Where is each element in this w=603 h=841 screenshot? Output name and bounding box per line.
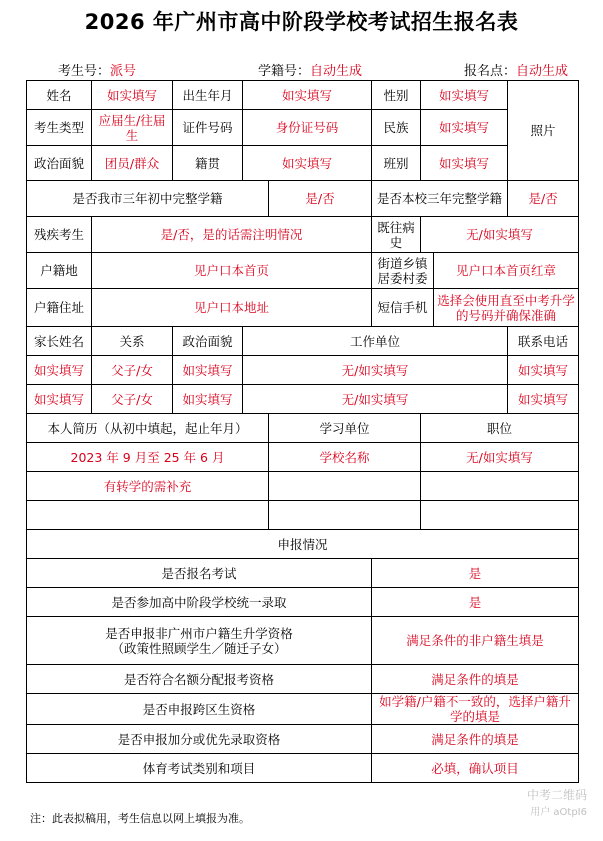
registration-form-table: [26, 80, 579, 783]
native-value: 如实填写: [243, 146, 372, 181]
ethnic-label: 民族: [372, 110, 421, 146]
footnote: 注：此表拟稿用，考生信息以网上填报为准。: [30, 812, 250, 825]
resume-empty-cell: [421, 501, 579, 530]
family-cell: 无/如实填写: [243, 356, 508, 385]
photo-box: 照片: [508, 81, 579, 181]
family-header-relation: 关系: [92, 327, 173, 356]
exam-number-label: 考生号：: [58, 64, 111, 79]
family-header-political: 政治面貌: [173, 327, 243, 356]
address-value: 见户口本地址: [92, 289, 372, 327]
name-value: 如实填写: [92, 81, 173, 110]
resume-note: 有转学的需补充: [27, 472, 269, 501]
apply-question: 体育考试类别和项目: [27, 754, 372, 783]
apply-answer: 满足条件的非户籍生填是: [372, 617, 579, 665]
resume-header-position: 职位: [421, 414, 579, 443]
resume-empty-cell: [27, 501, 269, 530]
apply-answer: 是: [372, 588, 579, 617]
registration-site: [464, 60, 568, 79]
student-number-value: 自动生成: [310, 64, 363, 79]
political-value: 团员/群众: [92, 146, 173, 181]
committee-label: 街道乡镇居委村委: [372, 253, 434, 289]
school-3yr-label: 是否本校三年完整学籍: [372, 181, 508, 217]
sms-label: 短信手机: [372, 289, 434, 327]
family-cell: 如实填写: [27, 356, 92, 385]
watermark-title: 中考二维码: [526, 788, 587, 802]
apply-answer: 满足条件的填是: [372, 725, 579, 754]
disabled-value: 是/否，是的话需注明情况: [92, 217, 372, 253]
resume-period: 2023 年 9 月至 25 年 6 月: [27, 443, 269, 472]
id-value: 身份证号码: [243, 110, 372, 146]
registration-site-label: 报名点：: [464, 64, 517, 79]
student-number-label: 学籍号：: [258, 64, 311, 79]
registration-site-value: 自动生成: [516, 64, 569, 79]
family-cell: 如实填写: [27, 385, 92, 414]
resume-empty-cell: [269, 501, 421, 530]
native-label: 籍贯: [173, 146, 243, 181]
apply-question: 是否申报加分或优先录取资格: [27, 725, 372, 754]
family-header-name: 家长姓名: [27, 327, 92, 356]
exam-number: [58, 60, 136, 79]
resume-position: 无/如实填写: [421, 443, 579, 472]
committee-value: 见户口本首页红章: [434, 253, 579, 289]
resume-empty-cell: [269, 472, 421, 501]
student-number: [258, 60, 362, 79]
class-value: 如实填写: [421, 146, 508, 181]
type-label: 考生类型: [27, 110, 92, 146]
exam-number-value: 派号: [110, 64, 137, 79]
id-label: 证件号码: [173, 110, 243, 146]
hukou-value: 见户口本首页: [92, 253, 372, 289]
apply-question: 是否申报跨区生资格: [27, 694, 372, 725]
apply-answer: 满足条件的填是: [372, 665, 579, 694]
history-value: 无/如实填写: [421, 217, 579, 253]
apply-answer: 如学籍/户籍不一致的，选择户籍升学的填是: [372, 694, 579, 725]
type-value: 应届生/往届生: [92, 110, 173, 146]
apply-answer: 是: [372, 559, 579, 588]
family-cell: 如实填写: [508, 385, 579, 414]
class-label: 班别: [372, 146, 421, 181]
family-header-employer: 工作单位: [243, 327, 508, 356]
watermark: [527, 786, 587, 822]
apply-question: 是否报名考试: [27, 559, 372, 588]
apply-question: 是否参加高中阶段学校统一录取: [27, 588, 372, 617]
watermark-user: 用户 aOtpI6: [530, 807, 587, 818]
family-cell: 如实填写: [173, 356, 243, 385]
city-3yr-value: 是/否: [269, 181, 372, 217]
family-cell: 父子/女: [92, 356, 173, 385]
address-label: 户籍住址: [27, 289, 92, 327]
gender-label: 性别: [372, 81, 421, 110]
political-label: 政治面貌: [27, 146, 92, 181]
form-title: 2026 年广州市高中阶段学校考试招生报名表: [84, 10, 519, 34]
apply-question: 是否申报非广州市户籍生升学资格: [105, 625, 293, 641]
school-3yr-value: 是/否: [508, 181, 579, 217]
resume-header-unit: 学习单位: [269, 414, 421, 443]
family-cell: 无/如实填写: [243, 385, 508, 414]
dob-label: 出生年月: [173, 81, 243, 110]
apply-question: 是否符合名额分配报考资格: [27, 665, 372, 694]
resume-unit: 学校名称: [269, 443, 421, 472]
family-cell: 如实填写: [508, 356, 579, 385]
hukou-label: 户籍地: [27, 253, 92, 289]
history-label: 既往病史: [372, 217, 421, 253]
name-label: 姓名: [27, 81, 92, 110]
apply-question-note: （政策性照顾学生／随迁子女）: [111, 640, 287, 656]
dob-value: 如实填写: [243, 81, 372, 110]
family-header-phone: 联系电话: [508, 327, 579, 356]
resume-empty-cell: [421, 472, 579, 501]
gender-value: 如实填写: [421, 81, 508, 110]
apply-heading: 申报情况: [27, 530, 579, 559]
ethnic-value: 如实填写: [421, 110, 508, 146]
apply-answer: 必填，确认项目: [372, 754, 579, 783]
apply-question-nonlocal: [27, 617, 372, 665]
disabled-label: 残疾考生: [27, 217, 92, 253]
family-cell: 如实填写: [173, 385, 243, 414]
city-3yr-label: 是否我市三年初中完整学籍: [27, 181, 269, 217]
resume-header-period: 本人简历（从初中填起，起止年月）: [27, 414, 269, 443]
sms-value: 选择会使用直至中考升学的号码并确保准确: [434, 289, 579, 327]
family-cell: 父子/女: [92, 385, 173, 414]
